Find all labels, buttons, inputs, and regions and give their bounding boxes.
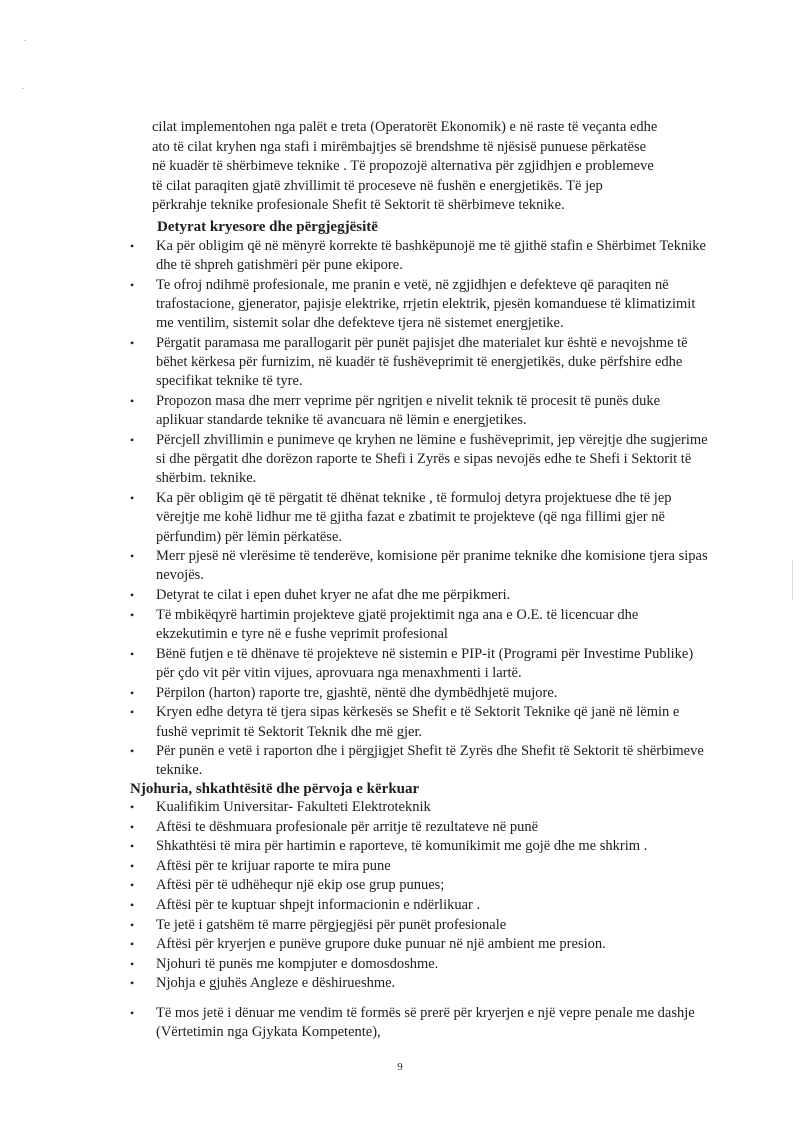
bullet-icon: • xyxy=(130,394,135,409)
list-item-text: Merr pjesë në vlerësime të tenderëve, komisione për pranime teknike dhe komisione tjera sipas nevojës. xyxy=(156,548,708,584)
list-item-text: Te ofroj ndihmë profesionale, me pranin e vetë, në zgjidhjen e defekteve që paraqiten në trafostacione, gjenerator, pajisje elektrike, rrjetin elektrik, pjesën komanduese të klimatizimit me ventilim, sistemit solar dhe defekteve tjera në sistemet energjetike. xyxy=(156,276,696,332)
list-item xyxy=(128,876,708,896)
list-item-text: Për punën e vetë i raporton dhe i përgjigjet Shefit të Zyrës dhe Shefit të Sektorit të shërbimeve teknike. xyxy=(156,743,704,779)
intro-line: të cilat paraqiten gjatë zhvillimit të proceseve në fushën e energjetikës. Të jep xyxy=(152,177,603,194)
list-item-text: Aftësi për të udhëhequr një ekip ose grup punues; xyxy=(156,877,445,894)
intro-line: në kuadër të shërbimeve teknike . Të propozojë alternativa për zgjidhjen e problemeve xyxy=(152,158,654,175)
bullet-icon: • xyxy=(130,549,135,564)
bullet-icon: • xyxy=(130,588,135,603)
list-item-text: Bënë futjen e të dhënave të projekteve në sistemin e PIP-it (Programi për Investime Publike) për çdo vit për vitin vijues, aprovuara nga menaxhmenti i lartë. xyxy=(156,645,694,681)
list-item xyxy=(128,974,708,994)
list-item-text: Përcjell zhvillimin e punimeve qe kryhen ne lëmine e fushëveprimit, jep vërejtje dhe sugjerime si dhe përgatit dhe dorëzon raporte te Shefi i Zyrës e sipas nevojës edhe te Shefi i Sektorit të shërbim. teknike. xyxy=(156,432,708,487)
list-item xyxy=(128,935,708,955)
list-item xyxy=(128,547,708,585)
bullet-icon: • xyxy=(130,858,135,873)
scan-speck xyxy=(22,88,24,89)
list-item xyxy=(128,857,708,877)
list-item xyxy=(128,392,708,430)
list-item-text: Aftësi për te krijuar raporte te mira pune xyxy=(156,857,391,874)
intro-line: ato të cilat kryhen nga stafi i mirëmbajtjes së brendshme të njësisë punuese përkatëse xyxy=(152,138,647,155)
list-item xyxy=(128,818,708,838)
section-heading-duties: Detyrat kryesore dhe përgjegjësitë xyxy=(157,219,378,235)
bullet-icon: • xyxy=(130,1006,135,1020)
bullet-icon: • xyxy=(130,336,135,351)
list-item xyxy=(128,489,708,547)
bullet-icon: • xyxy=(130,705,135,720)
list-item xyxy=(128,586,708,605)
list-item xyxy=(128,798,708,818)
list-item-text: Ka për obligim që të përgatit të dhënat teknike , të formuloj detyra projektuese dhe të jep vërejtje me kohë lidhur me të gjitha fazat e zbatimit te projekteve (që nga fillimi gjer në përfundim) për lëmin përkatëse. xyxy=(156,490,672,545)
bullet-icon: • xyxy=(130,433,135,448)
list-item xyxy=(128,896,708,916)
bullet-icon: • xyxy=(130,917,135,932)
list-item-text: Aftësi për kryerjen e punëve grupore duke punuar në një ambient me presion. xyxy=(156,936,606,953)
list-item-text: Njohja e gjuhës Angleze e dëshirueshme. xyxy=(156,975,396,992)
bullet-icon: • xyxy=(130,685,135,700)
bullet-icon: • xyxy=(130,491,135,506)
list-item-text: Të mos jetë i dënuar me vendim të formës së prerë për kryerjen e një vepre penale me dashje (Vërtetimin nga Gjykata Kompetente), xyxy=(156,1005,695,1041)
list-item-text: Detyrat te cilat i epen duhet kryer ne afat dhe me përpikmeri. xyxy=(156,587,511,604)
requirement-list xyxy=(128,1004,708,1042)
list-item-text: Aftësi për te kuptuar shpejt informacionin e ndërlikuar . xyxy=(156,896,481,913)
list-item-text: Shkathtësi të mira për hartimin e raporteve, të komunikimit me gojë dhe me shkrim . xyxy=(156,838,648,855)
bullet-icon: • xyxy=(130,956,135,971)
list-item-text: Të mbikëqyrë hartimin projekteve gjatë projektimit nga ana e O.E. të licencuar dhe ekzekutimin e tyre në e fushe veprimit profesional xyxy=(156,606,639,643)
bullet-icon: • xyxy=(130,819,135,834)
section-heading-skills: Njohuria, shkathtësitë dhe përvoja e kërkuar xyxy=(130,781,420,797)
bullet-icon: • xyxy=(130,239,135,253)
bullet-icon: • xyxy=(130,607,135,622)
list-item xyxy=(128,837,708,857)
bullet-icon: • xyxy=(130,937,135,952)
list-item-text: Propozon masa dhe merr veprime për ngritjen e nivelit teknik të procesit të punës duke aplikuar standarde teknike të avancuara në lëmin e energjetikes. xyxy=(156,393,661,429)
page-number: 9 xyxy=(397,1061,403,1073)
skills-list xyxy=(128,798,708,994)
bullet-icon: • xyxy=(130,878,135,893)
scan-edge-mark xyxy=(792,560,793,600)
list-item xyxy=(128,606,708,644)
list-item xyxy=(128,431,708,489)
intro-line: cilat implementohen nga palët e treta (Operatorët Ekonomik) e në raste të veçanta edhe xyxy=(152,119,658,135)
list-item xyxy=(128,276,708,334)
list-item xyxy=(128,1004,708,1042)
list-item-text: Përgatit paramasa me parallogarit për punët pajisjet dhe materialet kur është e nevojshme të bëhet kërkesa për furnizim, në kuadër të fushëveprimit të energjetikës, duke përfshire edhe specifikat teknike të tyre. xyxy=(156,335,688,390)
list-item-text: Aftësi te dëshmuara profesionale për arritje të rezultateve në punë xyxy=(156,818,539,835)
bullet-icon: • xyxy=(130,744,135,759)
duties-list xyxy=(128,237,708,781)
list-item xyxy=(128,334,708,392)
list-item xyxy=(128,684,708,703)
bullet-icon: • xyxy=(130,976,135,991)
scan-speck xyxy=(24,40,26,41)
list-item-text: Përpilon (harton) raporte tre, gjashtë, nëntë dhe dymbëdhjetë mujore. xyxy=(156,684,558,701)
bullet-icon: • xyxy=(130,800,135,814)
list-item xyxy=(128,703,708,741)
list-item-text: Kualifikim Universitar- Fakulteti Elektroteknik xyxy=(156,799,431,815)
bullet-icon: • xyxy=(130,646,135,661)
intro-paragraph xyxy=(152,118,712,216)
list-item-text: Ka për obligim që në mënyrë korrekte të bashkëpunojë me të gjithë stafin e Shërbimet Teknike dhe të shpreh gatishmëri për pune ekipore. xyxy=(156,238,706,274)
bullet-icon: • xyxy=(130,897,135,912)
bullet-icon: • xyxy=(130,277,135,292)
list-item xyxy=(128,742,708,780)
bullet-icon: • xyxy=(130,839,135,854)
list-item xyxy=(128,955,708,975)
list-item xyxy=(128,645,708,683)
list-item-text: Kryen edhe detyra të tjera sipas kërkesës se Shefit e të Sektorit Teknike që janë në lëmin e fushë veprimit të Sektorit Teknik dhe më gjer. xyxy=(156,704,680,740)
list-item xyxy=(128,237,708,275)
intro-line: përkrahje teknike profesionale Shefit të Sektorit të shërbimeve teknike. xyxy=(152,197,565,214)
list-item xyxy=(128,916,708,936)
list-item-text: Njohuri të punës me kompjuter e domosdoshme. xyxy=(156,955,439,972)
list-item-text: Te jetë i gatshëm të marre përgjegjësi për punët profesionale xyxy=(156,916,507,933)
